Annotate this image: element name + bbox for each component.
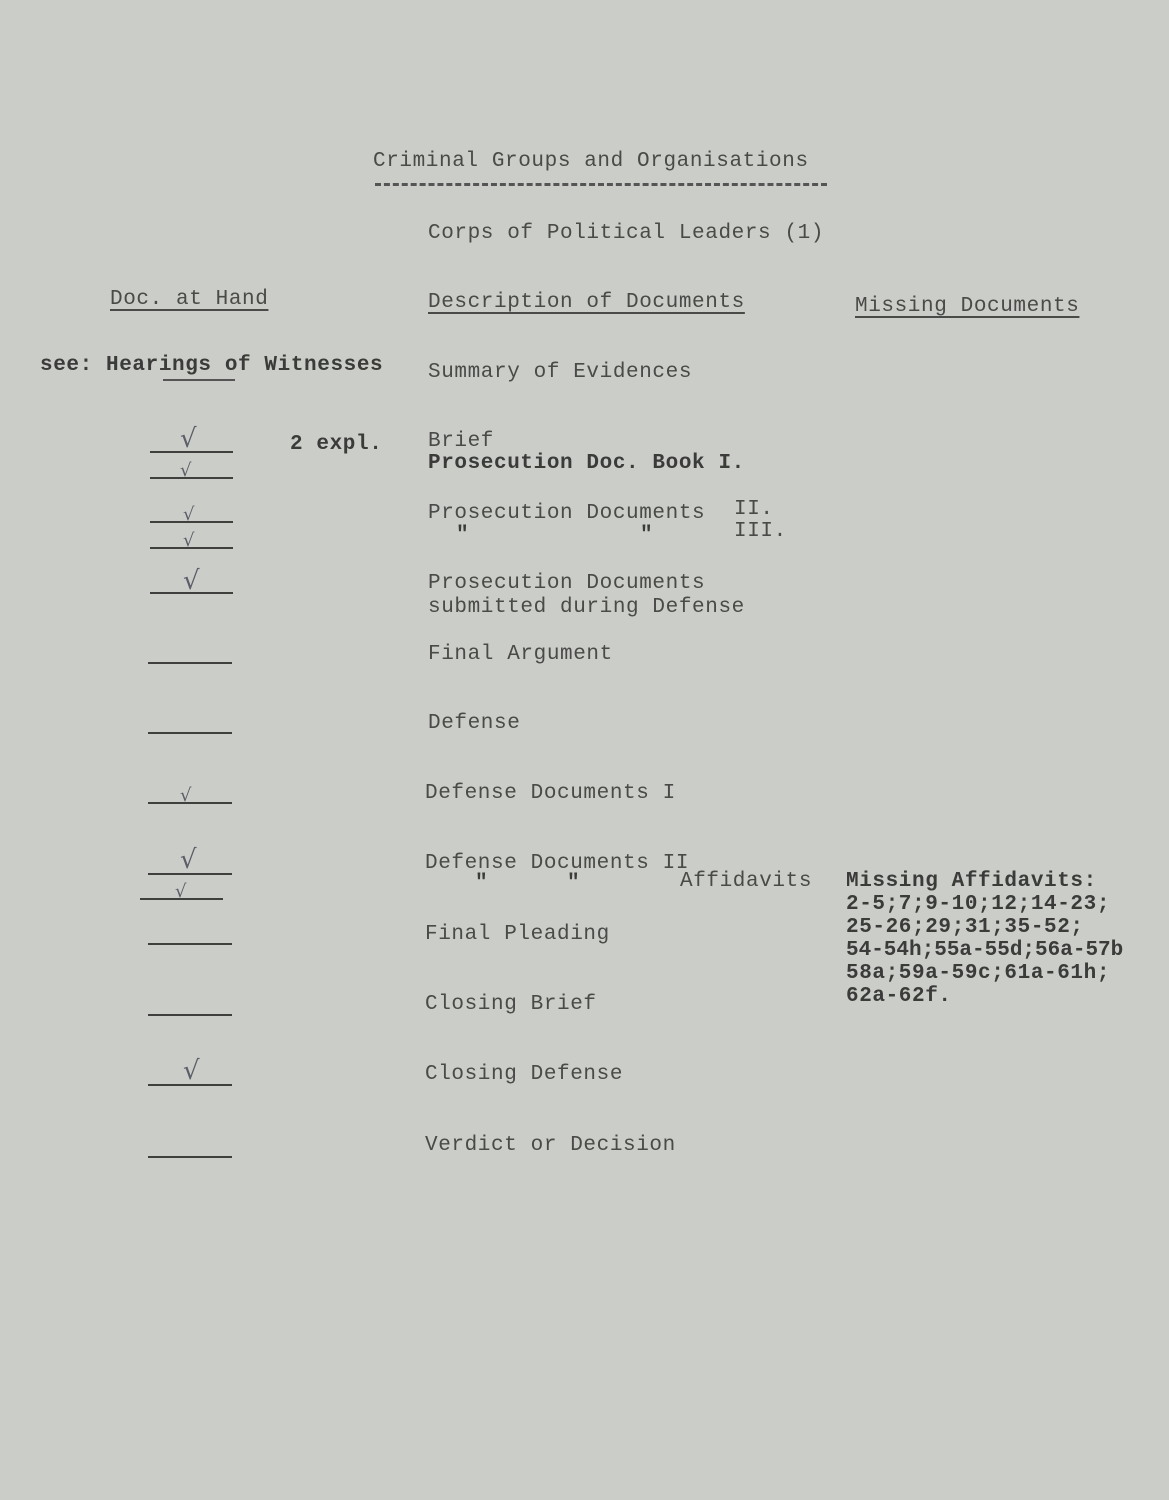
column-header-description: Description of Documents — [428, 291, 745, 314]
missing-affidavits-line: 62a-62f. — [846, 985, 952, 1008]
closing-defense-blank — [148, 1084, 232, 1086]
missing-affidavits-line: 58a;59a-59c;61a-61h; — [846, 962, 1111, 985]
brief-check-icon: √ — [180, 424, 197, 454]
final-argument-description: Final Argument — [428, 643, 613, 666]
missing-affidavits-line: 54-54h;55a-55d;56a-57b — [846, 939, 1124, 962]
pros-docs-ii-blank — [150, 521, 233, 523]
affidavits-ditto-1: " — [475, 872, 489, 895]
pros-defense-description-line-1: Prosecution Documents — [428, 572, 706, 595]
affidavits-label: Affidavits — [680, 870, 813, 893]
see-hearings-reference: see: Hearings of Witnesses — [40, 354, 384, 377]
doc-book-check-icon: √ — [180, 460, 192, 481]
column-header-missing: Missing Documents — [855, 295, 1080, 318]
pros-defense-check-icon: √ — [183, 566, 200, 596]
page-subtitle: Corps of Political Leaders (1) — [428, 222, 825, 245]
missing-affidavits-line: 25-26;29;31;35-52; — [846, 916, 1084, 939]
closing-brief-description: Closing Brief — [425, 993, 597, 1016]
affidavits-blank — [140, 898, 223, 900]
pros-docs-iii-ditto-1: " — [456, 524, 470, 547]
doc-book-description: Prosecution Doc. Book I. — [428, 452, 745, 475]
brief-blank — [150, 451, 233, 453]
pros-docs-iii-check-icon: √ — [183, 530, 195, 551]
verdict-description: Verdict or Decision — [425, 1134, 676, 1157]
verdict-blank — [148, 1156, 232, 1158]
affidavits-ditto-2: " — [567, 872, 581, 895]
pros-docs-iii-blank — [150, 547, 233, 549]
closing-brief-blank — [148, 1014, 232, 1016]
defense-blank — [148, 732, 232, 734]
summary-description: Summary of Evidences — [428, 361, 693, 384]
missing-affidavits-line: 2-5;7;9-10;12;14-23; — [846, 893, 1111, 916]
pros-defense-blank — [150, 592, 233, 594]
page-title: Criminal Groups and Organisations — [373, 150, 809, 173]
hearings-underline — [163, 379, 235, 381]
closing-defense-description: Closing Defense — [425, 1063, 624, 1086]
pros-docs-ii-check-icon: √ — [183, 504, 195, 525]
column-header-at-hand: Doc. at Hand — [110, 288, 269, 311]
pros-defense-description-line-2: submitted during Defense — [428, 596, 745, 619]
defense-docs-ii-description: Defense Documents II — [425, 852, 690, 875]
final-pleading-description: Final Pleading — [425, 923, 610, 946]
final-argument-blank — [148, 662, 232, 664]
defense-docs-i-blank — [148, 802, 232, 804]
final-pleading-blank — [148, 943, 232, 945]
brief-copies-note: 2 expl. — [290, 433, 383, 456]
defense-docs-ii-blank — [148, 873, 232, 875]
title-dashed-rule — [375, 183, 827, 186]
pros-docs-ii-description: Prosecution Documents — [428, 502, 706, 525]
brief-description: Brief — [428, 430, 495, 453]
pros-docs-iii-volume: III. — [734, 520, 787, 543]
pros-docs-ii-volume: II. — [734, 498, 774, 521]
pros-docs-iii-ditto-2: " — [640, 524, 654, 547]
defense-docs-i-description: Defense Documents I — [425, 782, 676, 805]
defense-docs-ii-check-icon: √ — [180, 845, 197, 875]
missing-affidavits-title: Missing Affidavits: — [846, 870, 1097, 893]
doc-book-blank — [150, 477, 233, 479]
closing-defense-check-icon: √ — [183, 1056, 200, 1086]
affidavits-check-icon: √ — [175, 881, 187, 902]
defense-description: Defense — [428, 712, 521, 735]
defense-docs-i-check-icon: √ — [180, 785, 192, 806]
